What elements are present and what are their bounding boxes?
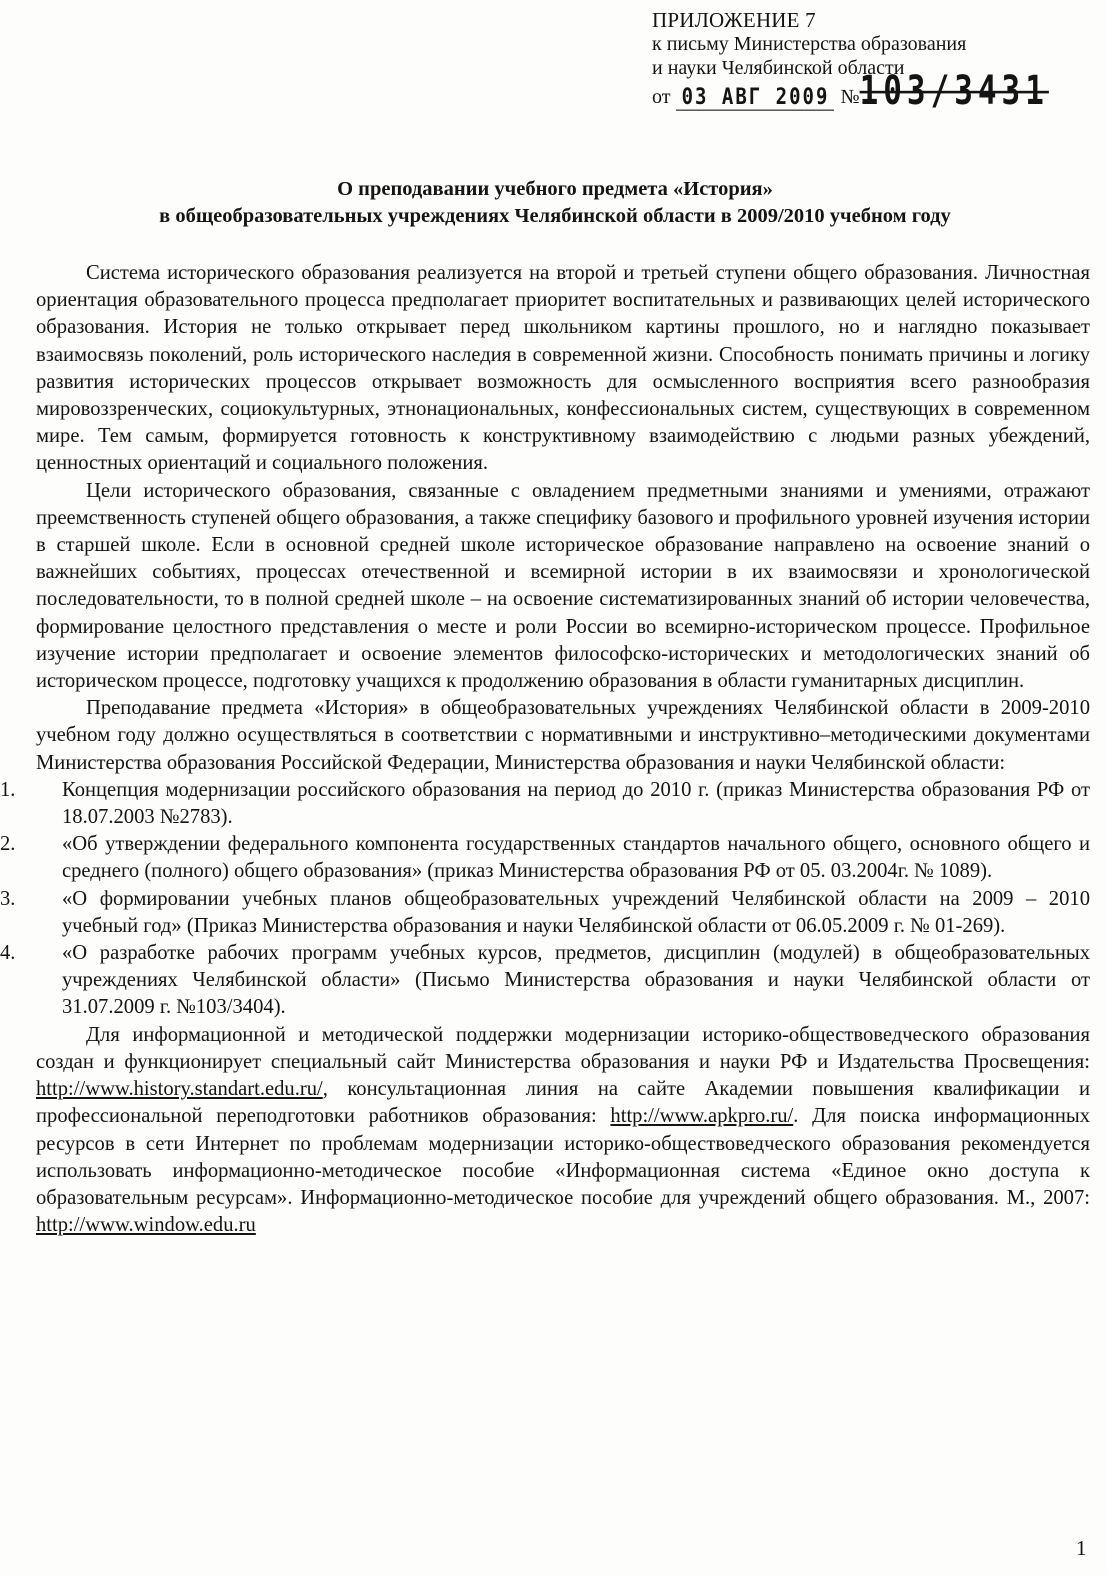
paragraph-support [36, 1022, 1090, 1240]
document-body [0, 260, 1090, 1239]
list-item-text: «О формировании учебных планов общеобразовательных учреждений Челябинской области на 2009 – 2010 учебный год» (Приказ Министерства образования и науки Челябинской области от 06.05.2009 г. № 01-269). [62, 887, 1090, 937]
annex-line-2: и науки Челябинской области [652, 57, 905, 79]
support-text-2: , консультационная линия на сайте Академии повышения квалификации и профессиональной переподготовки работников образования: [36, 1078, 1090, 1128]
window-site-link[interactable]: http://www.window.edu.ru [36, 1214, 256, 1237]
list-item-number: 3. [0, 887, 16, 910]
list-item [0, 777, 1090, 831]
paragraph-goals: Цели исторического образования, связанные с овладением предметными знаниями и умениями, отражают преемственность ступеней общего образования, а также специфику базового и профильного уровней изучения истории в старшей школе. Если в основной средней школе историческое образование направлено на освоение знаний о важнейших событиях, процессах отечественной и всемирной истории в их взаимосвязи и хронологической последовательности, то в полной средней школе – на освоение систематизированных знаний об истории человечества, формирование целостного представления о месте и роли России во всемирно-историческом процессе. Профильное изучение истории предполагает и освоение элементов философско-исторических и методологических знаний об историческом процессе, подготовку учащихся к продолжению образования в области гуманитарных дисциплин. [36, 479, 1090, 693]
list-item [0, 831, 1090, 885]
history-site-link[interactable]: http://www.history.standart.edu.ru/ [36, 1078, 323, 1101]
from-label: от [652, 86, 671, 108]
list-item-text: «О разработке рабочих программ учебных курсов, предметов, дисциплин (модулей) в общеобразовательных учреждениях Челябинской области» (Письмо Министерства образования и науки Челябинской области от 31.07.2009 г. №103/3404). [62, 942, 1090, 1019]
support-text-1: Для информационной и методической поддержки модернизации историко-обществоведческого образования создан и функционирует специальный сайт Министерства образования и науки РФ и Издательства Просвещения: [36, 1023, 1090, 1073]
apkpro-site-link[interactable]: http://www.apkpro.ru/ [610, 1105, 794, 1128]
regulations-list [0, 777, 1090, 1022]
support-text-3: . Для поиска информационных ресурсов в сети Интернет по проблемам модернизации историко-обществоведческого образования рекомендуется использовать информационно-методическое пособие «Информационная система «Единое окно доступа к образовательным ресурсам». Информационно-методическое пособие для учреждений общего образования. М., 2007: [36, 1105, 1090, 1209]
document-title [20, 176, 1090, 230]
stamp-number: 103/3431 [859, 67, 1049, 115]
stamp-date: 03 АВГ 2009 [676, 84, 834, 110]
annex-line-1: к письму Министерства образования [652, 33, 967, 55]
page-number: 1 [1076, 1536, 1087, 1560]
paragraph-regulations: Преподавание предмета «История» в общеобразовательных учреждениях Челябинской области в 2009-2010 учебном году должно осуществляться в соответствии с нормативными и инструктивно–методическими документами Министерства образования Российской Федерации, Министерства образования и науки Челябинской области: [36, 697, 1090, 774]
list-item-text: «Об утверждении федерального компонента государственных стандартов начального общего, основного общего и среднего (полного) общего образования» (приказ Министерства образования РФ от 05. 03.2004г. № 1089). [62, 833, 1090, 883]
list-item-number: 2. [0, 833, 16, 856]
list-item-number: 4. [0, 942, 16, 965]
list-item [0, 886, 1090, 940]
annex-heading: ПРИЛОЖЕНИЕ 7 [652, 8, 816, 32]
list-item-text: Концепция модернизации российского образования на период до 2010 г. (приказ Министерства образования РФ от 18.07.2003 №2783). [62, 778, 1090, 829]
title-line-2: в общеобразовательных учреждениях Челябинской области в 2009/2010 учебном году [159, 205, 951, 227]
paragraph-intro: Система исторического образования реализуется на второй и третьей ступени общего образования. Личностная ориентация образовательного процесса предполагает приоритет воспитательных и развивающих целей исторического образования. История не только открывает перед школьником картины прошлого, но и наглядно показывает взаимосвязь поколений, роль исторического наследия в современной жизни. Способность понимать причины и логику развития исторических процессов открывает возможность для осмысленного восприятия всего разнообразия мировоззренческих, социокультурных, этнонациональных, конфессиональных систем, существующих в современном мире. Тем самым, формируется готовность к конструктивному взаимодействию с людьми разных убеждений, ценностных ориентаций и социального положения. [36, 262, 1090, 475]
list-item-number: 1. [0, 778, 16, 801]
title-line-1: О преподавании учебного предмета «История» [337, 178, 773, 200]
annex-block [652, 8, 1072, 115]
number-label: № [840, 86, 860, 108]
list-item [0, 940, 1090, 1022]
